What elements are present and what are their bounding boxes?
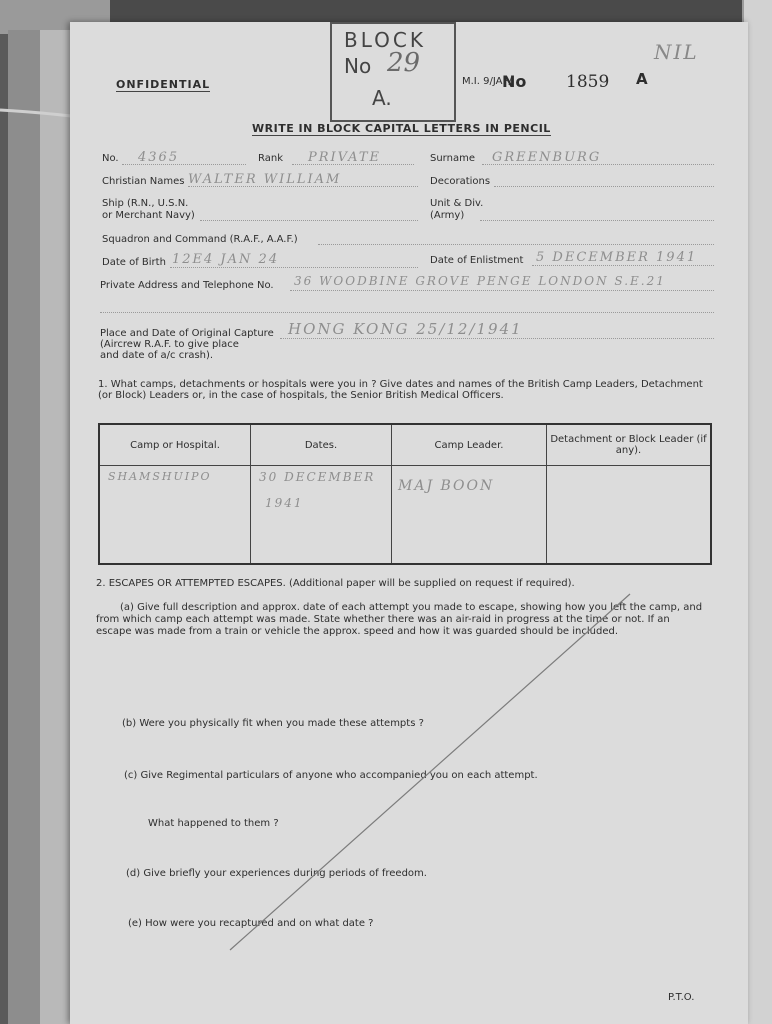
form-suffix: A xyxy=(636,70,648,88)
rank-label: Rank xyxy=(258,153,283,164)
stamp-handwritten-number: 29 xyxy=(387,48,421,78)
q2a-line2: from which camp each attempt was made. State whether there was an air-raid in progress at the time or not. If an xyxy=(96,614,670,625)
mi-reference: M.I. 9/JAP/ xyxy=(462,76,512,87)
unit-label-line1: Unit & Div. xyxy=(430,198,484,209)
unit-label-line2: (Army) xyxy=(430,210,465,221)
binder-spine xyxy=(8,30,40,1024)
capture-value: HONG KONG 25/12/1941 xyxy=(288,320,523,338)
form-page xyxy=(70,22,748,1024)
capture-label-line2: (Aircrew R.A.F. to give place xyxy=(100,339,239,350)
stamp-block-text: BLOCK xyxy=(344,28,426,52)
col-leader-header: Camp Leader. xyxy=(392,424,547,466)
q2a-line3: escape was made from a train or vehicle the approx. speed and how it was guarded should be included. xyxy=(96,626,619,637)
dob-label: Date of Birth xyxy=(102,257,166,268)
col-camp-header: Camp or Hospital. xyxy=(99,424,251,466)
nil-annotation: NIL xyxy=(654,40,699,64)
stamp-no-text: No xyxy=(344,54,372,78)
cancellation-stroke xyxy=(70,22,748,1024)
q2-heading: 2. ESCAPES OR ATTEMPTED ESCAPES. (Additional paper will be supplied on request if required). xyxy=(96,578,575,589)
christian-names-value: WALTER WILLIAM xyxy=(188,172,342,187)
stamp-a-text: A. xyxy=(372,86,392,110)
dates-value-line2: 1941 xyxy=(265,496,304,510)
address-value: 36 WOODBINE GROVE PENGE LONDON S.E.21 xyxy=(294,274,666,288)
q1-text-line2: (or Block) Leaders or, in the case of hospitals, the Senior British Medical Officers. xyxy=(98,390,504,401)
confidential-label: ONFIDENTIAL xyxy=(116,78,211,91)
surname-value: GREENBURG xyxy=(492,150,602,165)
rank-value: PRIVATE xyxy=(308,150,382,165)
pto-label: P.T.O. xyxy=(668,992,695,1003)
q2c-sub-text: What happened to them ? xyxy=(148,818,279,829)
service-no-value: 4365 xyxy=(138,150,180,165)
col-dates-header: Dates. xyxy=(251,424,392,466)
capture-label-line1: Place and Date of Original Capture xyxy=(100,328,274,339)
form-no-label: No xyxy=(502,72,527,91)
address-label: Private Address and Telephone No. xyxy=(100,280,274,291)
col-detachment-header: Detachment or Block Leader (if any). xyxy=(547,424,712,466)
dob-value: 12E4 JAN 24 xyxy=(172,252,280,267)
q2a-line1: (a) Give full description and approx. date of each attempt you made to escape, showing how you left the camp, and xyxy=(120,602,703,613)
dates-value-line1: 30 DECEMBER xyxy=(259,470,376,484)
service-no-label: No. xyxy=(102,153,119,164)
enlistment-value: 5 DECEMBER 1941 xyxy=(536,250,698,265)
instruction-heading: WRITE IN BLOCK CAPITAL LETTERS IN PENCIL xyxy=(252,122,551,135)
leader-value: MAJ BOON xyxy=(398,478,495,494)
capture-label-line3: and date of a/c crash). xyxy=(100,350,214,361)
ship-label-line2: or Merchant Navy) xyxy=(102,210,195,221)
q2d-text: (d) Give briefly your experiences during periods of freedom. xyxy=(126,868,427,879)
q2c-text: (c) Give Regimental particulars of anyone who accompanied you on each attempt. xyxy=(124,770,538,781)
decorations-label: Decorations xyxy=(430,176,491,187)
form-number: 1859 xyxy=(566,72,610,92)
q2e-text: (e) How were you recaptured and on what date ? xyxy=(128,918,374,929)
christian-names-label: Christian Names xyxy=(102,176,185,187)
surname-label: Surname xyxy=(430,153,475,164)
squadron-label: Squadron and Command (R.A.F., A.A.F.) xyxy=(102,234,298,245)
enlistment-label: Date of Enlistment xyxy=(430,255,524,266)
camp-value: SHAMSHUIPO xyxy=(108,470,212,483)
q1-text-line1: 1. What camps, detachments or hospitals were you in ? Give dates and names of the British Camp Leaders, Detachment xyxy=(98,379,703,390)
q2b-text: (b) Were you physically fit when you made these attempts ? xyxy=(122,718,424,729)
ship-label-line1: Ship (R.N., U.S.N. xyxy=(102,198,189,209)
